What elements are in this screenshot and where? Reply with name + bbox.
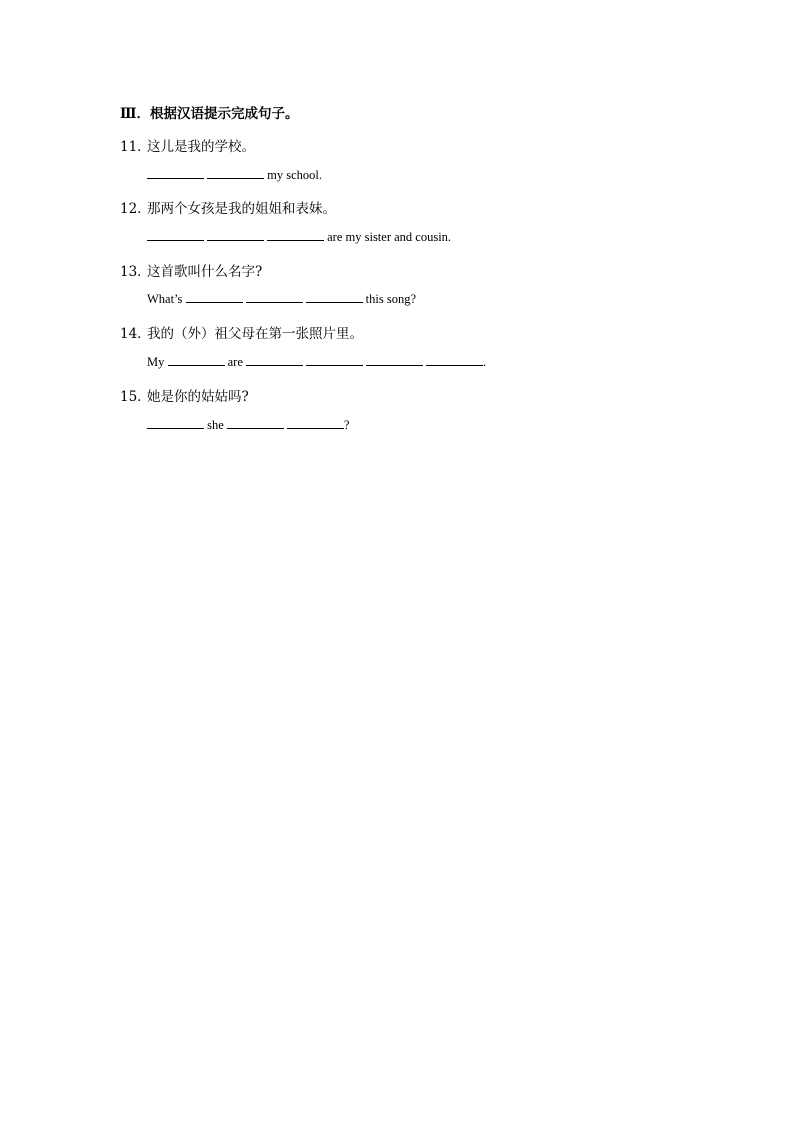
question-number: 13．: [120, 264, 151, 280]
answer-blank[interactable]: [287, 417, 344, 429]
question-prompt: 她是你的姑姑吗?: [147, 389, 249, 405]
answer-blank[interactable]: [147, 167, 204, 179]
answer-text: are my sister and cousin.: [327, 230, 452, 244]
answer-text: What’s: [147, 292, 183, 306]
answer-line-13: [147, 291, 416, 307]
question-number: 11．: [120, 139, 151, 155]
answer-blank[interactable]: [147, 417, 204, 429]
answer-text: are: [227, 355, 243, 369]
answer-blank[interactable]: [168, 354, 225, 366]
question-15: [120, 385, 249, 405]
question-number: 15．: [120, 389, 151, 405]
answer-blank[interactable]: [207, 229, 264, 241]
answer-blank[interactable]: [366, 354, 423, 366]
question-11: [120, 135, 255, 155]
answer-blank[interactable]: [306, 354, 363, 366]
answer-blank[interactable]: [207, 167, 264, 179]
answer-blank[interactable]: [426, 354, 483, 366]
question-prompt: 我的（外）祖父母在第一张照片里。: [147, 326, 363, 342]
question-number: 14．: [120, 326, 151, 342]
answer-blank[interactable]: [246, 291, 303, 303]
answer-blank[interactable]: [186, 291, 243, 303]
question-prompt: 这儿是我的学校。: [147, 139, 255, 155]
section-heading: Ⅲ．根据汉语提示完成句子。: [120, 106, 299, 122]
answer-line-15: [147, 417, 349, 433]
answer-blank[interactable]: [227, 417, 284, 429]
answer-line-12: [147, 229, 451, 245]
answer-text: my school.: [267, 168, 322, 182]
question-12: [120, 197, 336, 217]
answer-text: My: [147, 355, 165, 369]
question-number: 12．: [120, 201, 151, 217]
answer-blank[interactable]: [267, 229, 324, 241]
answer-blank[interactable]: [306, 291, 363, 303]
question-prompt: 那两个女孩是我的姐姐和表妹。: [147, 201, 336, 217]
question-prompt: 这首歌叫什么名字?: [147, 264, 263, 280]
question-14: [120, 322, 363, 342]
answer-text: she: [207, 418, 224, 432]
question-13: [120, 260, 262, 280]
answer-text: ?: [343, 418, 350, 432]
answer-line-11: [147, 167, 322, 183]
answer-text: this song?: [365, 292, 417, 306]
answer-blank[interactable]: [246, 354, 303, 366]
answer-blank[interactable]: [147, 229, 204, 241]
answer-line-14: [147, 354, 486, 370]
answer-text: .: [483, 355, 487, 369]
